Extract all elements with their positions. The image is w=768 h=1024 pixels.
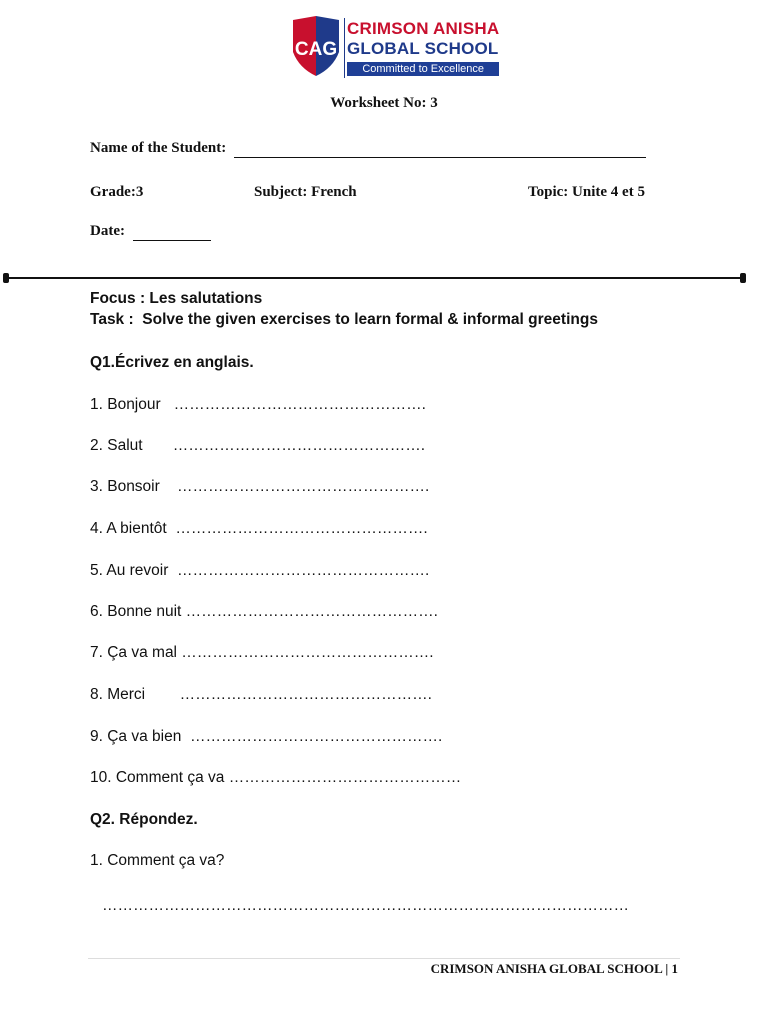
q1-item[interactable]: 7. Ça va mal …………………………………………. [90, 644, 434, 661]
student-name-row [90, 140, 646, 158]
q1-item[interactable]: 3. Bonsoir …………………………………………. [90, 478, 430, 495]
q2-item: 1. Comment ça va? [90, 852, 225, 869]
q1-item[interactable]: 5. Au revoir …………………………………………. [90, 562, 430, 579]
logo-divider [344, 18, 345, 78]
q1-item[interactable]: 8. Merci …………………………………………. [90, 686, 432, 703]
emblem-letters: CAG [294, 39, 338, 60]
date-field[interactable] [133, 223, 211, 241]
q1-item[interactable]: 2. Salut …………………………………………. [90, 437, 426, 454]
q2-title: Q2. Répondez. [90, 811, 198, 828]
q1-item[interactable]: 9. Ça va bien …………………………………………. [90, 728, 443, 745]
q1-item[interactable]: 1. Bonjour …………………………………………. [90, 396, 426, 413]
school-logo [289, 10, 521, 84]
topic-label: Topic: Unite 4 et 5 [528, 184, 645, 200]
q2-answer-line[interactable]: ………………………………………………………………………………………… [102, 897, 629, 914]
logo-tagline: Committed to Excellence [347, 62, 499, 76]
logo-name-line2: GLOBAL SCHOOL [347, 38, 499, 58]
task-line: Task : Solve the given exercises to learn formal & informal greetings [90, 311, 598, 328]
focus-line: Focus : Les salutations [90, 290, 263, 307]
grade-label: Grade:3 [90, 184, 144, 200]
q1-title: Q1.Écrivez en anglais. [90, 354, 254, 371]
q1-item[interactable]: 4. A bientôt …………………………………………. [90, 520, 428, 537]
subject-label: Subject: French [254, 184, 357, 200]
page-footer: CRIMSON ANISHA GLOBAL SCHOOL | 1 [430, 961, 678, 976]
q1-item[interactable]: 6. Bonne nuit …………………………………………. [90, 603, 438, 620]
date-label: Date: [90, 223, 125, 239]
worksheet-number: Worksheet No: 3 [330, 95, 438, 111]
student-name-field[interactable] [234, 140, 646, 158]
logo-name-line1: CRIMSON ANISHA [347, 18, 500, 38]
student-name-label: Name of the Student: [90, 140, 227, 156]
q1-item[interactable]: 10. Comment ça va ……………………………………… [90, 769, 462, 786]
section-separator [6, 277, 744, 279]
separator-right-cap [740, 273, 746, 283]
shield-emblem-icon [289, 14, 343, 80]
date-row [90, 223, 211, 241]
footer-rule [88, 958, 680, 959]
